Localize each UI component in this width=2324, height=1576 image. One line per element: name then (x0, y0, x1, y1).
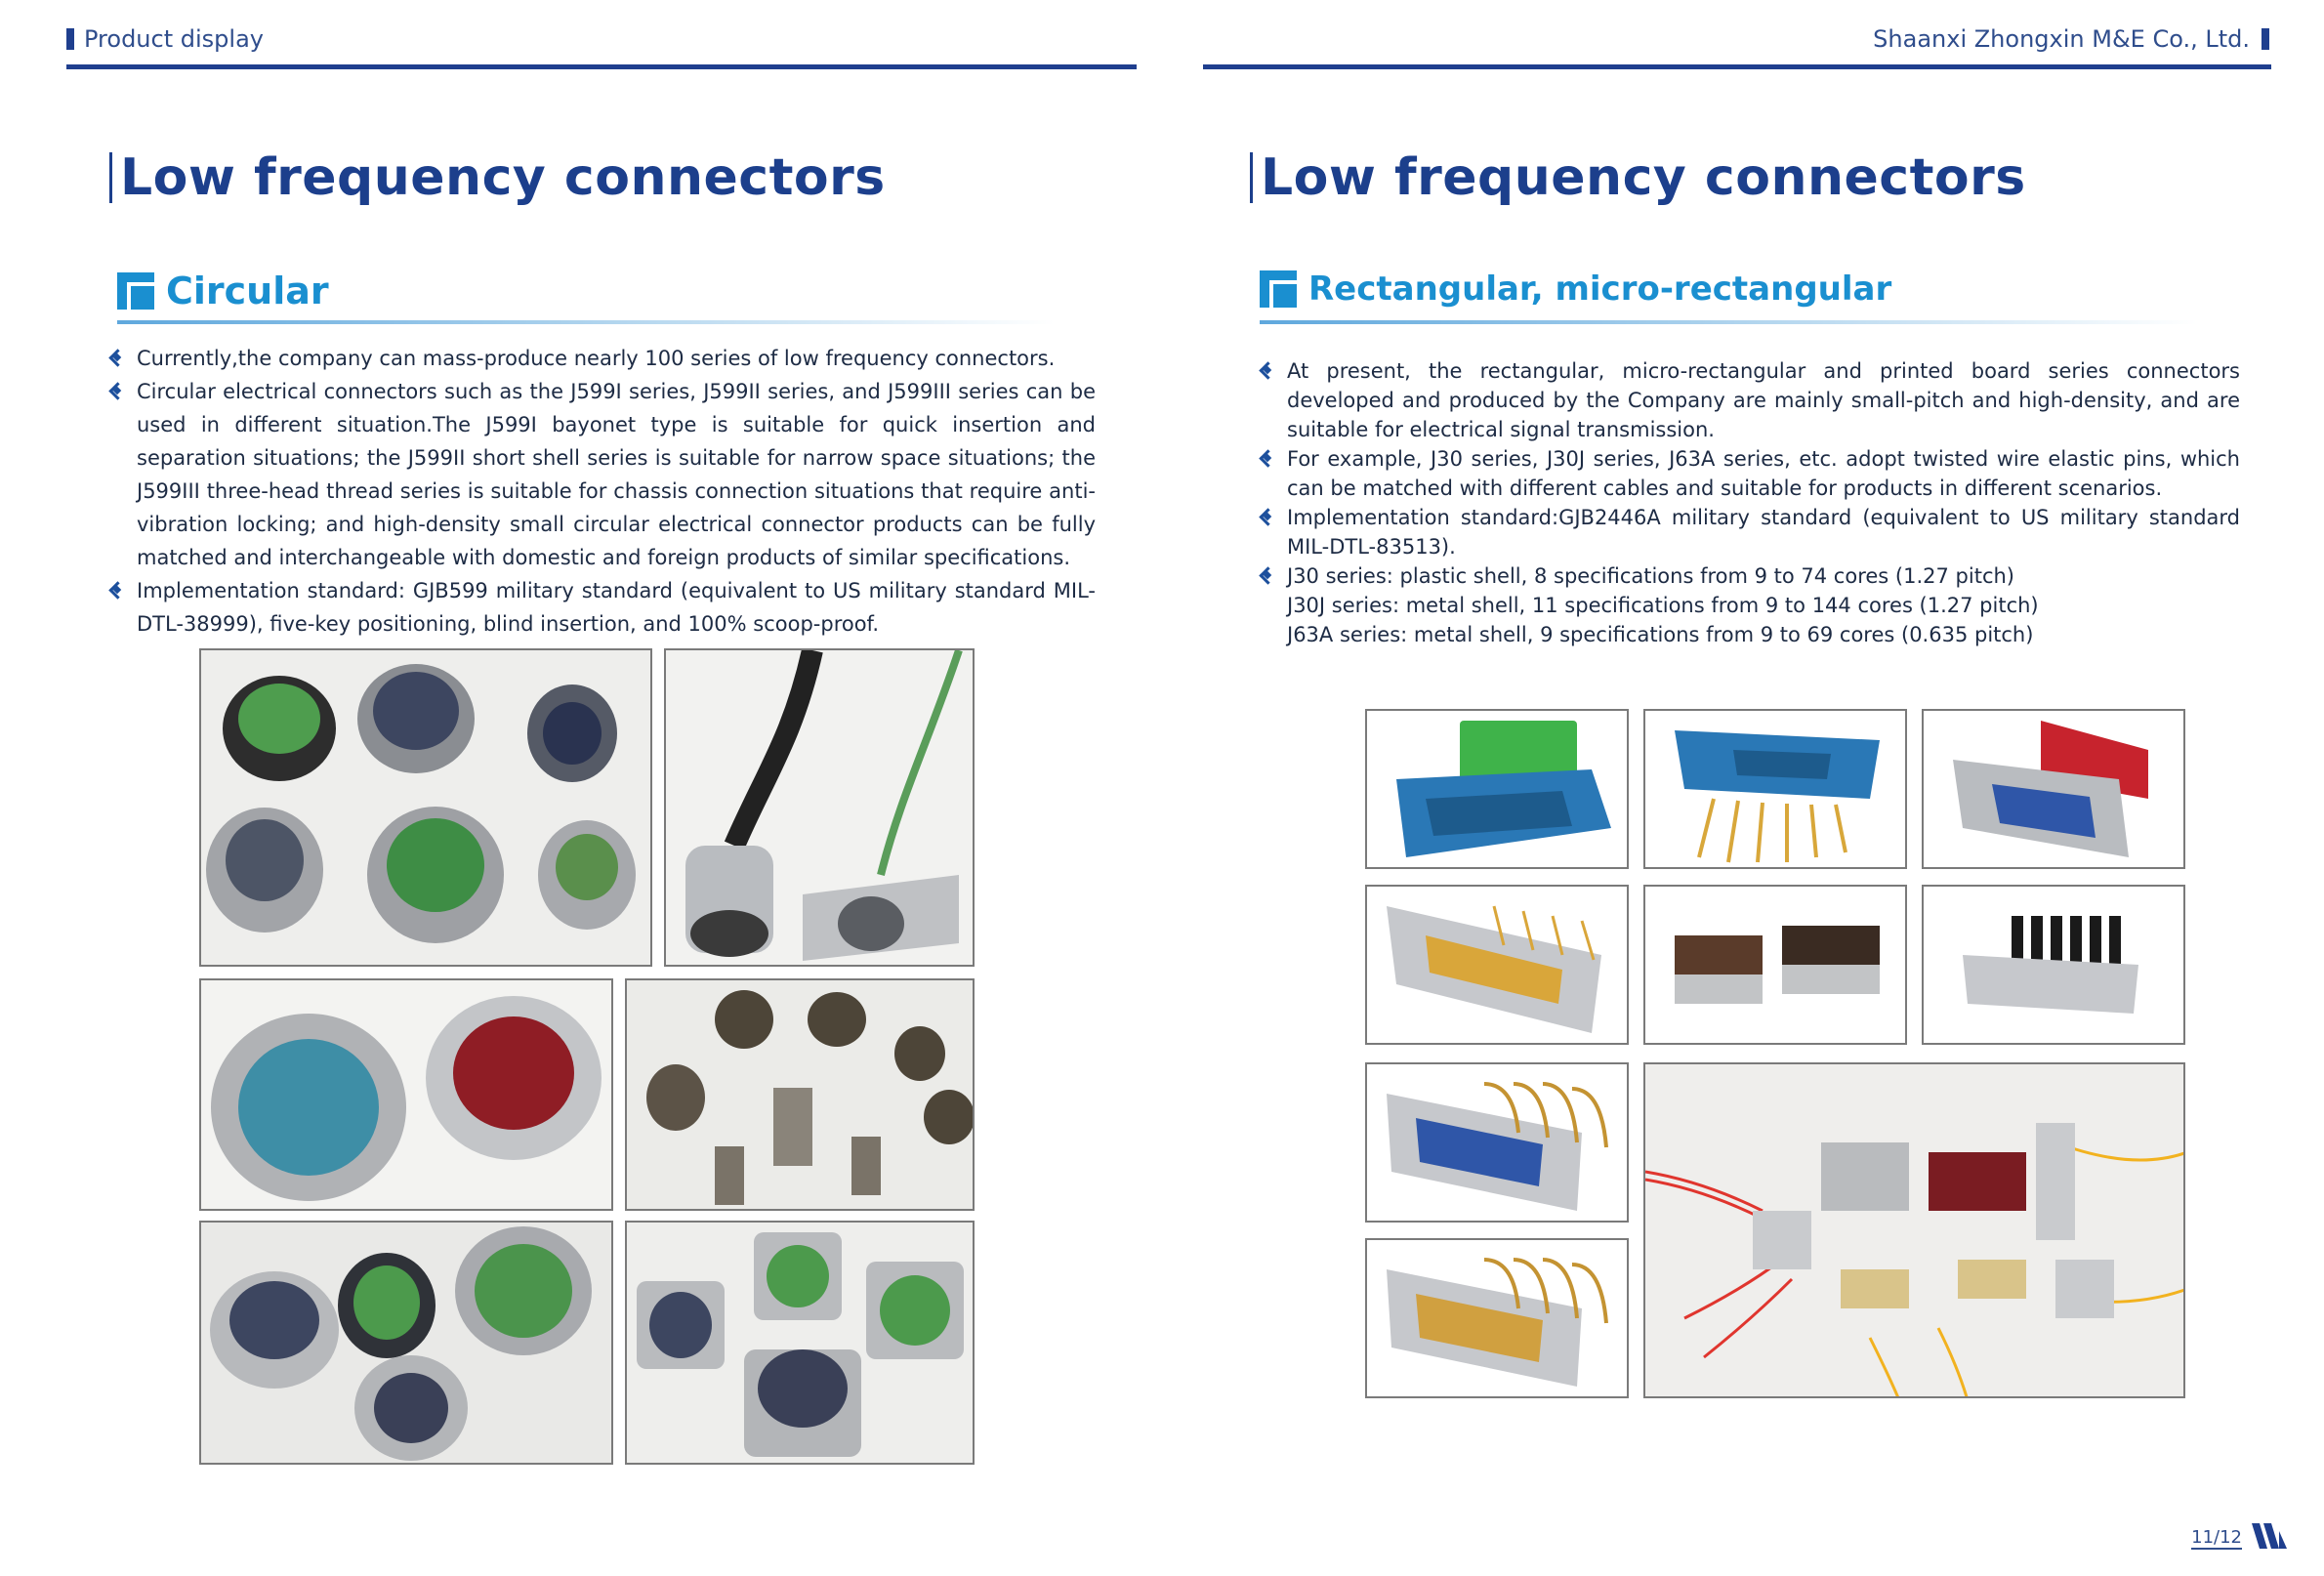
left-bullet-list (109, 342, 1096, 641)
right-section-rule (1260, 320, 2197, 324)
header-marker-icon (2262, 28, 2269, 50)
header-rule-right (1203, 64, 2271, 69)
header-left (66, 25, 264, 53)
right-page-title (1250, 148, 2026, 207)
company-logo-icon (2250, 1521, 2289, 1551)
circular-connectors-photo-6 (625, 1221, 975, 1465)
diamond-bullet-icon (109, 385, 123, 398)
list-item: J30 series: plastic shell, 8 specifications from 9 to 74 cores (1.27 pitch) (1260, 561, 2240, 591)
right-subtitle-text: Rectangular, micro-rectangular (1308, 270, 1892, 309)
header-marker-icon (66, 28, 74, 50)
rect-connector-photo-7 (1365, 1062, 1629, 1223)
list-item: J63A series: metal shell, 9 specifications from 9 to 69 cores (0.635 pitch) (1287, 623, 2034, 646)
diamond-bullet-icon (1260, 569, 1273, 583)
header-rule-left (66, 64, 1137, 69)
section-square-icon (117, 272, 154, 310)
diamond-bullet-icon (1260, 364, 1273, 378)
page-number: 11/12 (2191, 1527, 2242, 1548)
title-bar-icon (1250, 152, 1253, 203)
circular-connectors-photo-1 (199, 648, 652, 967)
left-section-rule (117, 320, 1055, 324)
left-title-text: Low frequency connectors (120, 148, 886, 207)
header-right (1873, 25, 2269, 53)
circular-connectors-photo-4 (625, 978, 975, 1211)
rect-connector-photo-4 (1365, 885, 1629, 1045)
rect-connector-photo-8 (1365, 1238, 1629, 1398)
list-item: At present, the rectangular, micro-rectangular and printed board series connectors developed and produced by the Company are mainly small-pitch and high-density, and are suitable for electrical signal transmission. (1260, 356, 2240, 444)
diamond-bullet-icon (109, 352, 123, 365)
header-company-name: Shaanxi Zhongxin M&E Co., Ltd. (1873, 25, 2250, 53)
left-section-heading (117, 270, 329, 312)
right-title-text: Low frequency connectors (1261, 148, 2026, 207)
right-section-heading (1260, 270, 1891, 309)
diamond-bullet-icon (1260, 511, 1273, 524)
left-subtitle-text: Circular (166, 270, 329, 312)
rect-connector-photo-5 (1643, 885, 1907, 1045)
circular-connectors-photo-3 (199, 978, 613, 1211)
title-bar-icon (109, 152, 112, 203)
list-item: Circular electrical connectors such as the J599I series, J599II series, and J599III series can be used in different situation.The J599I bayonet type is suitable for quick insertion and separation situations; the J599II short shell series is suitable for narrow space situations; the J599III three-head thread series is suitable for chassis connection situations that require anti-vibration locking; and high-density small circular electrical connector products can be fully matched and interchangeable with domestic and foreign products of similar specifications. (109, 375, 1096, 574)
circular-connectors-photo-5 (199, 1221, 613, 1465)
section-square-icon (1260, 270, 1297, 308)
list-item: J30J series: metal shell, 11 specifications from 9 to 144 cores (1.27 pitch) (1287, 594, 2039, 617)
left-page-title (109, 148, 886, 207)
header-left-label: Product display (84, 25, 264, 53)
diamond-bullet-icon (109, 584, 123, 598)
diamond-bullet-icon (1260, 452, 1273, 466)
rect-connector-photo-1 (1365, 709, 1629, 869)
list-item: Implementation standard:GJB2446A military standard (equivalent to US military standard MIL-DTL-83513). (1260, 503, 2240, 561)
rect-connector-photo-3 (1922, 709, 2185, 869)
rect-connector-photo-9 (1643, 1062, 2185, 1398)
list-item: For example, J30 series, J30J series, J63A series, etc. adopt twisted wire elastic pins, which can be matched with different cables and suitable for products in different scenarios. (1260, 444, 2240, 503)
list-item: Currently,the company can mass-produce nearly 100 series of low frequency connectors. (109, 342, 1096, 375)
rect-connector-photo-6 (1922, 885, 2185, 1045)
rect-connector-photo-2 (1643, 709, 1907, 869)
list-item: Implementation standard: GJB599 military standard (equivalent to US military standard MIL-DTL-38999), five-key positioning, blind insertion, and 100% scoop-proof. (109, 574, 1096, 641)
right-bullet-list (1260, 356, 2240, 649)
circular-connectors-photo-2 (664, 648, 975, 967)
